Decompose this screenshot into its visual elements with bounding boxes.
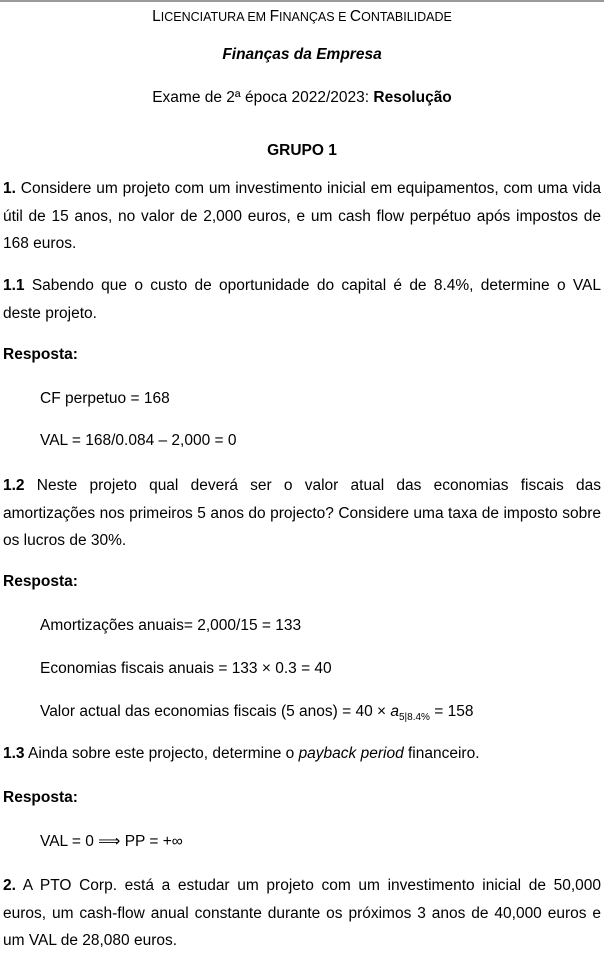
answer-1-2-line-1: Amortizações anuais= 2,000/15 = 133: [40, 617, 302, 634]
answer-label-1-1: Resposta:: [3, 346, 78, 363]
annuity-subscript: 5|8.4%: [399, 712, 430, 724]
subject-title: Finanças da Empresa: [222, 46, 382, 63]
question-2: 2. A PTO Corp. está a estudar um projeto com um investimento inicial de 50,000 euros, um cash-flow anual constante durante os próximos 3 anos de 40,000 euros e um VAL de 28,080 euros.: [3, 877, 601, 949]
answer-1-2-line-2: Economias fiscais anuais = 133 × 0.3 = 40: [40, 660, 332, 677]
top-border-rule: [0, 0, 604, 2]
annuity-symbol: a: [390, 703, 399, 720]
answer-1-3-line-1: VAL = 0 ⟹ PP = +∞: [40, 833, 183, 850]
question-1: 1. Considere um projeto com um investimento inicial em equipamentos, com uma vida útil de 15 anos, no valor de 2,000 euros, e um cash flow perpétuo após impostos de 168 euros.: [3, 180, 601, 252]
answer-1-1-line-1: CF perpetuo = 168: [40, 390, 170, 407]
answer-label-1-2: Resposta:: [3, 573, 78, 590]
course-title: LICENCIATURA EM FINANÇAS E CONTABILIDADE: [152, 8, 452, 25]
answer-1-2-line-3: Valor actual das economias fiscais (5 anos) = $40 \times a_{5|8.4\%} = 158$: [40, 703, 474, 724]
answer-1-1-line-2: VAL = 168/0.084 – 2,000 = 0: [40, 432, 237, 449]
group-title: GRUPO 1: [267, 142, 337, 159]
answer-label-1-3: Resposta:: [3, 789, 78, 806]
exam-title: Exame de 2ª época 2022/2023: Resolução: [152, 89, 452, 106]
question-1-2: 1.2 Neste projeto qual deverá ser o valor atual das economias fiscais das amortizações nos primeiros 5 anos do projecto? Considere uma taxa de imposto sobre os lucros de 30%.: [3, 477, 601, 549]
question-1-3: 1.3 Ainda sobre este projecto, determine o payback period financeiro.: [3, 745, 480, 762]
question-1-1: 1.1 Sabendo que o custo de oportunidade do capital é de 8.4%, determine o VAL deste projeto.: [3, 277, 601, 322]
